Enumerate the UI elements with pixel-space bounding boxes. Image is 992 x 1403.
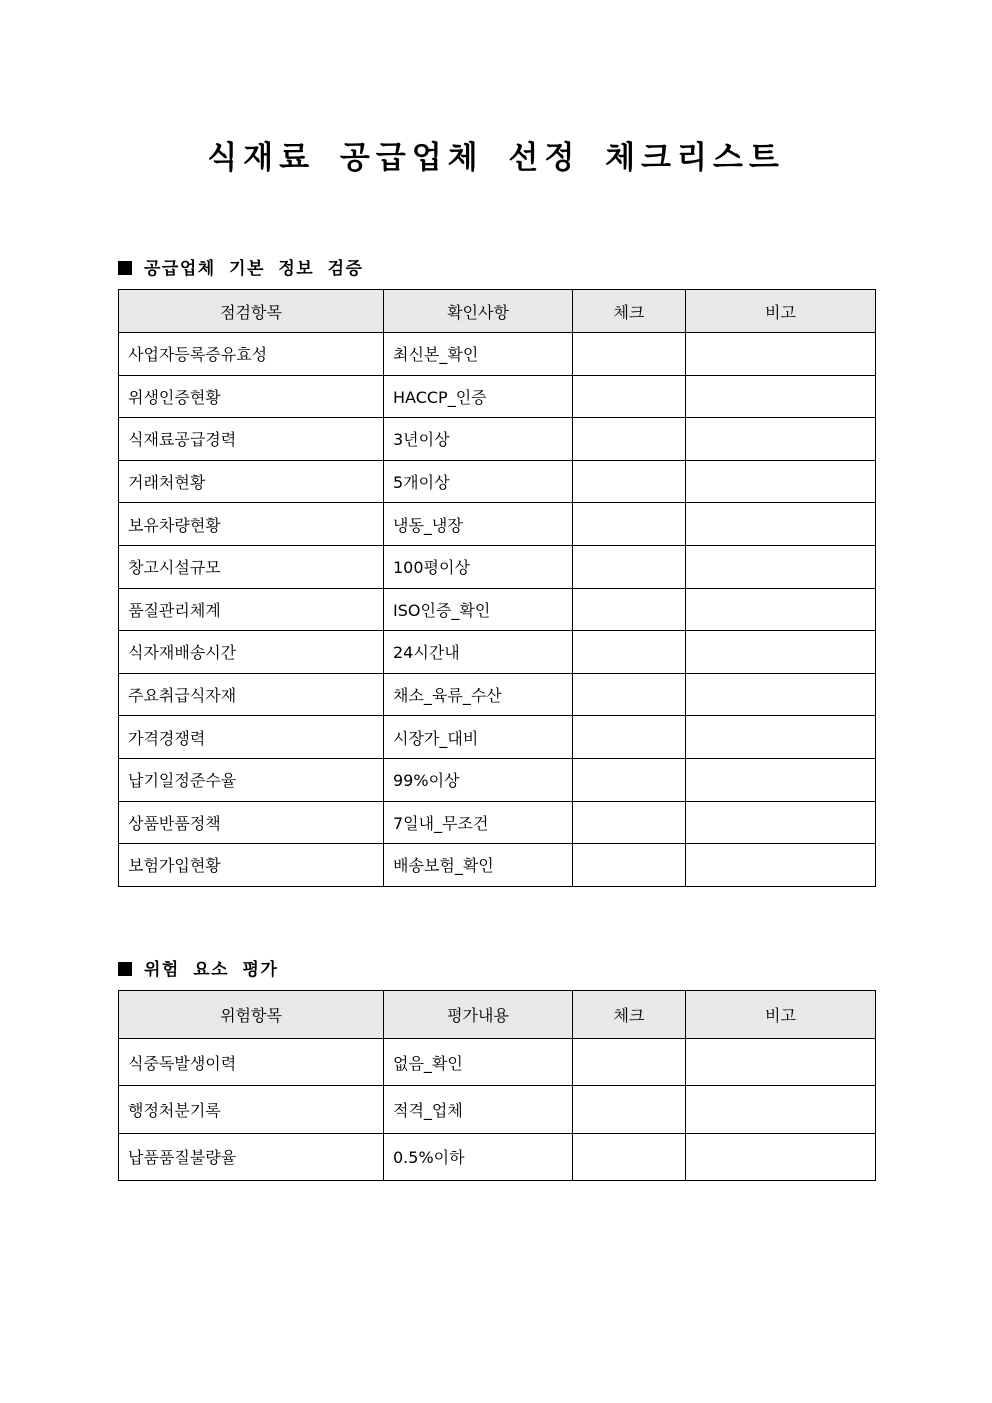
table-row (119, 545, 876, 588)
note-cell[interactable] (686, 375, 876, 418)
note-cell[interactable] (686, 418, 876, 461)
item-cell: 위생인증현황 (119, 375, 384, 418)
item-cell: 상품반품정책 (119, 801, 384, 844)
item-cell: 행정처분기록 (119, 1086, 384, 1133)
check-cell[interactable] (573, 460, 686, 503)
detail-cell: 99%이상 (384, 758, 573, 801)
check-cell[interactable] (573, 673, 686, 716)
table-row (119, 503, 876, 546)
check-cell[interactable] (573, 844, 686, 887)
table-header-row (119, 290, 876, 333)
risk-assessment-table (118, 990, 876, 1181)
detail-cell: 적격_업체 (384, 1086, 573, 1133)
item-cell: 식자재배송시간 (119, 631, 384, 674)
check-cell[interactable] (573, 631, 686, 674)
square-bullet-icon (118, 261, 132, 275)
check-cell[interactable] (573, 758, 686, 801)
item-cell: 거래처현황 (119, 460, 384, 503)
check-cell[interactable] (573, 716, 686, 759)
detail-cell: 채소_육류_수산 (384, 673, 573, 716)
section-heading-risk-assessment (118, 955, 278, 980)
note-cell[interactable] (686, 631, 876, 674)
page-title: 식재료 공급업체 선정 체크리스트 (207, 140, 785, 176)
note-cell[interactable] (686, 1086, 876, 1133)
column-header-check: 체크 (573, 290, 686, 333)
note-cell[interactable] (686, 801, 876, 844)
column-header-item: 점검항목 (119, 290, 384, 333)
check-cell[interactable] (573, 545, 686, 588)
check-cell[interactable] (573, 1086, 686, 1133)
column-header-note: 비고 (686, 290, 876, 333)
note-cell[interactable] (686, 588, 876, 631)
detail-cell: 5개이상 (384, 460, 573, 503)
detail-cell: 24시간내 (384, 631, 573, 674)
item-cell: 식재료공급경력 (119, 418, 384, 461)
item-cell: 품질관리체계 (119, 588, 384, 631)
detail-cell: 3년이상 (384, 418, 573, 461)
note-cell[interactable] (686, 673, 876, 716)
table-row (119, 418, 876, 461)
check-cell[interactable] (573, 588, 686, 631)
detail-cell: 배송보험_확인 (384, 844, 573, 887)
note-cell[interactable] (686, 1039, 876, 1086)
item-cell: 보험가입현황 (119, 844, 384, 887)
detail-cell: 100평이상 (384, 545, 573, 588)
item-cell: 식중독발생이력 (119, 1039, 384, 1086)
note-cell[interactable] (686, 333, 876, 376)
detail-cell: 0.5%이하 (384, 1133, 573, 1180)
note-cell[interactable] (686, 758, 876, 801)
note-cell[interactable] (686, 545, 876, 588)
supplier-info-table (118, 289, 876, 887)
check-cell[interactable] (573, 801, 686, 844)
detail-cell: 최신본_확인 (384, 333, 573, 376)
note-cell[interactable] (686, 716, 876, 759)
item-cell: 납기일정준수율 (119, 758, 384, 801)
check-cell[interactable] (573, 1039, 686, 1086)
check-cell[interactable] (573, 1133, 686, 1180)
check-cell[interactable] (573, 418, 686, 461)
check-cell[interactable] (573, 503, 686, 546)
table-row (119, 801, 876, 844)
note-cell[interactable] (686, 460, 876, 503)
column-header-detail: 확인사항 (384, 290, 573, 333)
square-bullet-icon (118, 962, 132, 976)
table-header-row (119, 991, 876, 1039)
detail-cell: 시장가_대비 (384, 716, 573, 759)
note-cell[interactable] (686, 503, 876, 546)
table-row (119, 588, 876, 631)
table-row (119, 460, 876, 503)
detail-cell: 7일내_무조건 (384, 801, 573, 844)
section-heading-label: 공급업체 기본 정보 검증 (144, 259, 364, 279)
section-heading-label: 위험 요소 평가 (144, 960, 279, 980)
detail-cell: 없음_확인 (384, 1039, 573, 1086)
note-cell[interactable] (686, 844, 876, 887)
detail-cell: HACCP_인증 (384, 375, 573, 418)
item-cell: 가격경쟁력 (119, 716, 384, 759)
note-cell[interactable] (686, 1133, 876, 1180)
table-row (119, 673, 876, 716)
column-header-note: 비고 (686, 991, 876, 1039)
detail-cell: 냉동_냉장 (384, 503, 573, 546)
column-header-check: 체크 (573, 991, 686, 1039)
item-cell: 사업자등록증유효성 (119, 333, 384, 376)
item-cell: 창고시설규모 (119, 545, 384, 588)
table-row (119, 1086, 876, 1133)
check-cell[interactable] (573, 375, 686, 418)
detail-cell: ISO인증_확인 (384, 588, 573, 631)
table-row (119, 758, 876, 801)
item-cell: 보유차량현황 (119, 503, 384, 546)
section-heading-supplier-info (118, 254, 363, 279)
item-cell: 주요취급식자재 (119, 673, 384, 716)
item-cell: 납품품질불량율 (119, 1133, 384, 1180)
column-header-evaluation: 평가내용 (384, 991, 573, 1039)
table-row (119, 631, 876, 674)
table-row (119, 1039, 876, 1086)
table-row (119, 1133, 876, 1180)
table-row (119, 716, 876, 759)
table-row (119, 375, 876, 418)
column-header-risk-item: 위험항목 (119, 991, 384, 1039)
table-row (119, 333, 876, 376)
check-cell[interactable] (573, 333, 686, 376)
table-row (119, 844, 876, 887)
